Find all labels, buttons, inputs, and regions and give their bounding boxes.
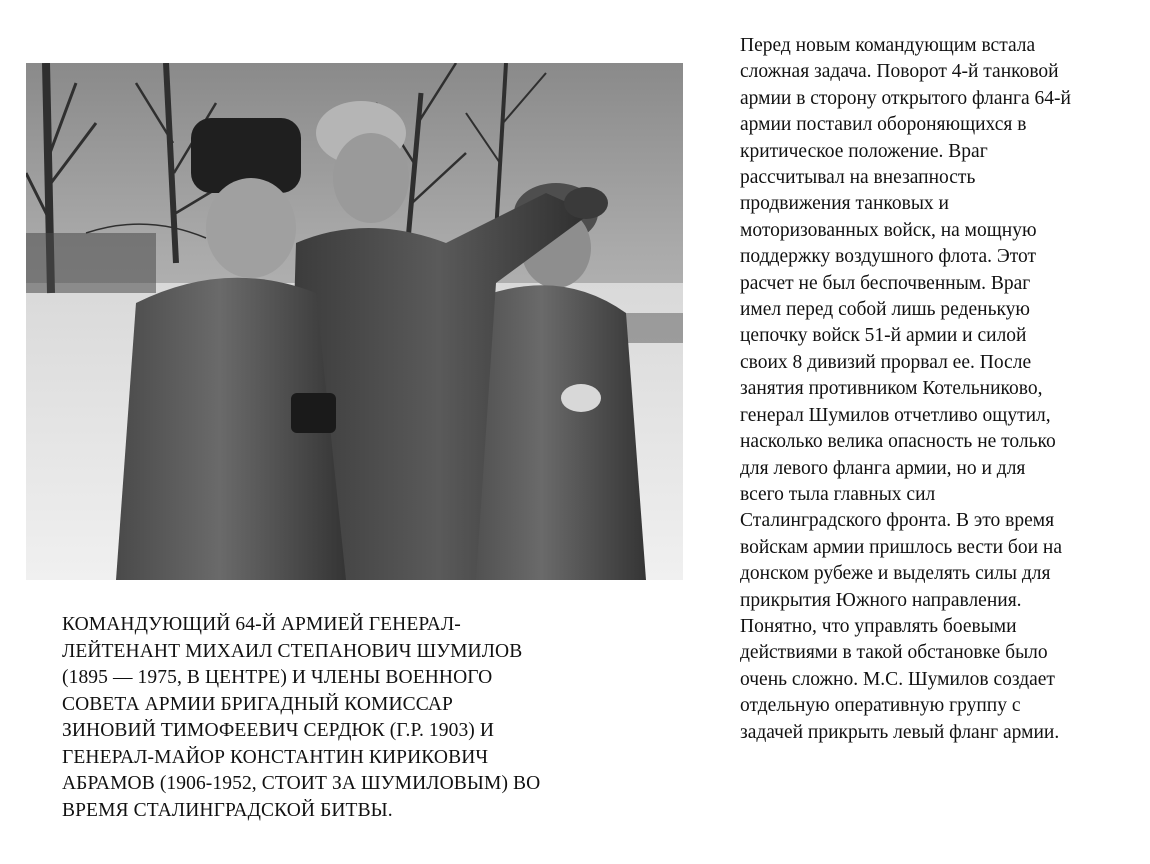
body-paragraph: Перед новым командующим встала сложная задача. Поворот 4-й танковой армии в сторону открытого фланга 64-й армии поставил обороняющихся в критическое положение. Враг рассчитывал на внезапность продвижения танковых и моторизованных войск, на мощную поддержку воздушного флота. Этот расчет не был беспочвенным. Враг имел перед собой лишь реденькую цепочку войск 51-й армии и силой своих 8 дивизий прорвал ее. После занятия противником Котельниково, генерал Шумилов отчетливо ощутил, насколько велика опасность не только для левого фланга армии, но и для всего тыла главных сил Сталинградского фронта. В это время войскам армии пришлось вести бои на донском рубеже и выделять силы для прикрытия Южного направления. Понятно, что управлять боевыми действиями в такой обстановке было очень сложно. М.С. Шумилов создает отдельную оперативную группу с задачей прикрыть левый фланг армии. (740, 35, 1071, 743)
photo-caption: КОМАНДУЮЩИЙ 64-Й АРМИЕЙ ГЕНЕРАЛ- ЛЕЙТЕНАНТ МИХАИЛ СТЕПАНОВИЧ ШУМИЛОВ (1895 — 1975, В ЦЕНТРЕ) И ЧЛЕНЫ ВОЕННОГО СОВЕТА АРМИИ БРИГАДНЫЙ КОМИССАР ЗИНОВИЙ ТИМОФЕЕВИЧ СЕРДЮК (Г.Р. 1903) И ГЕНЕРАЛ-МАЙОР КОНСТАНТИН КИРИКОВИЧ АБРАМОВ (1906-1952, СТОИТ ЗА ШУМИЛОВЫМ) ВО ВРЕМЯ СТАЛИНГРАДСКОЙ БИТВЫ. (62, 614, 541, 821)
distant-bushes (26, 233, 156, 293)
historical-photo (26, 63, 683, 580)
photo-illustration (26, 63, 683, 580)
